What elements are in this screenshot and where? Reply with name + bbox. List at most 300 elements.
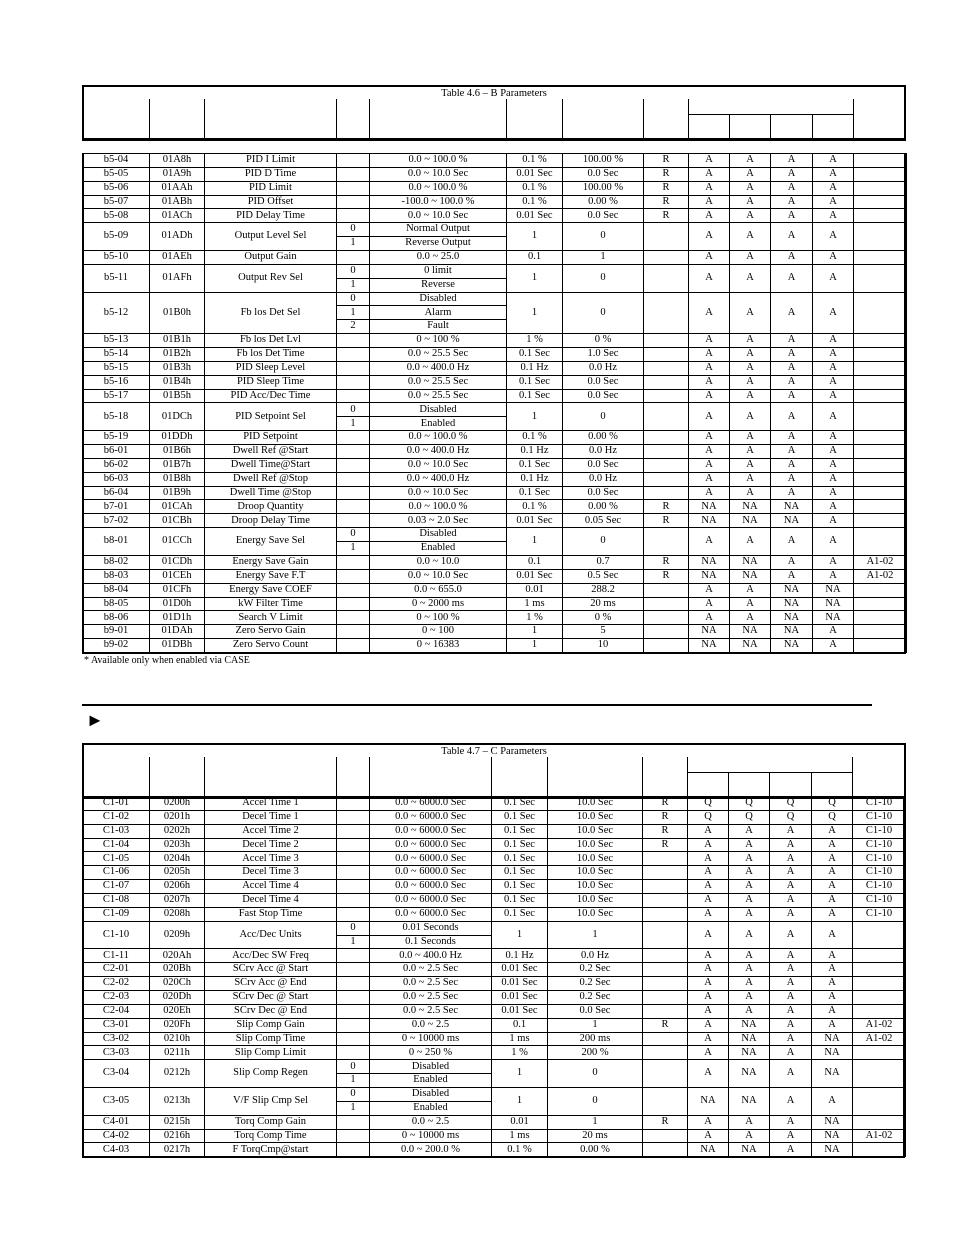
setting-range: 0 ~ 10000 ms — [370, 1032, 492, 1046]
access-level: A — [729, 921, 770, 949]
param-name: PID Acc/Dec Time — [205, 389, 337, 403]
setting-range: 0 ~ 2000 ms — [370, 597, 507, 611]
param-number: C2-03 — [83, 991, 150, 1005]
setting-increment: 1 % — [507, 334, 563, 348]
modbus-address: 01CBh — [150, 514, 205, 528]
setting-increment: 1 ms — [492, 1032, 548, 1046]
access-level: A — [730, 292, 771, 334]
table-row — [83, 486, 907, 500]
param-number: b9-02 — [83, 639, 150, 653]
factory-default: 100.00 % — [563, 154, 644, 168]
access-level: A — [812, 1004, 853, 1018]
access-level: A — [730, 334, 771, 348]
run-change — [644, 264, 689, 292]
factory-default: 0.05 Sec — [563, 514, 644, 528]
access-level: A — [771, 528, 813, 556]
table-row — [83, 361, 907, 375]
access-level: A — [729, 852, 770, 866]
param-number: b5-15 — [83, 361, 150, 375]
access-level: A — [770, 963, 812, 977]
setting-code — [337, 625, 370, 639]
access-level: A — [688, 866, 729, 880]
setting-increment: 0.01 — [492, 1115, 548, 1129]
header-column-divider — [728, 772, 729, 797]
table-row — [83, 223, 907, 237]
run-change — [643, 921, 688, 949]
menu-location — [854, 639, 907, 653]
table-row — [83, 334, 907, 348]
access-level: Q — [688, 797, 729, 811]
setting-range: 0.0 ~ 10.0 Sec — [370, 486, 507, 500]
access-level: A — [689, 195, 730, 209]
setting-increment: 1 — [492, 1060, 548, 1088]
menu-location: C1-10 — [853, 824, 906, 838]
run-change: R — [643, 838, 688, 852]
setting-increment: 0.1 Sec — [492, 894, 548, 908]
setting-increment: 1 ms — [492, 1129, 548, 1143]
setting-code — [337, 1115, 370, 1129]
access-level: A — [813, 486, 854, 500]
access-level: NA — [771, 583, 813, 597]
param-number: C3-04 — [83, 1060, 150, 1088]
factory-default: 10.0 Sec — [548, 866, 643, 880]
param-name: Dwell Time@Start — [205, 458, 337, 472]
access-level: A — [688, 838, 729, 852]
param-number: C3-02 — [83, 1032, 150, 1046]
param-number: b5-09 — [83, 223, 150, 251]
param-name: V/F Slip Cmp Sel — [205, 1088, 337, 1116]
setting-range: Enabled — [370, 542, 507, 556]
param-number: b5-19 — [83, 431, 150, 445]
setting-range: 0.0 ~ 6000.0 Sec — [370, 880, 492, 894]
factory-default: 1 — [548, 1115, 643, 1129]
setting-range: 0.0 ~ 2.5 Sec — [370, 963, 492, 977]
access-level: A — [688, 880, 729, 894]
access-level: A — [729, 963, 770, 977]
setting-range: 0.0 ~ 6000.0 Sec — [370, 907, 492, 921]
menu-location — [854, 154, 907, 168]
menu-location: C1-10 — [853, 810, 906, 824]
access-level: A — [813, 555, 854, 569]
access-level: A — [689, 361, 730, 375]
access-level: A — [730, 223, 771, 251]
run-change: R — [644, 195, 689, 209]
table-row — [83, 1004, 906, 1018]
access-level: A — [813, 251, 854, 265]
factory-default: 0.0 Hz — [563, 472, 644, 486]
modbus-address: 01B6h — [150, 445, 205, 459]
access-level: A — [729, 977, 770, 991]
setting-code — [337, 852, 370, 866]
setting-code — [337, 611, 370, 625]
access-level: A — [813, 500, 854, 514]
table-row — [83, 167, 907, 181]
factory-default: 200 % — [548, 1046, 643, 1060]
access-level: A — [770, 907, 812, 921]
setting-increment: 0.1 Hz — [507, 361, 563, 375]
param-name: Decel Time 1 — [205, 810, 337, 824]
setting-increment: 1 — [507, 264, 563, 292]
access-level: A — [730, 361, 771, 375]
menu-location — [854, 209, 907, 223]
param-name: Accel Time 2 — [205, 824, 337, 838]
access-level: A — [730, 445, 771, 459]
setting-code — [337, 810, 370, 824]
header-column-divider — [642, 757, 643, 797]
access-level: A — [689, 445, 730, 459]
menu-location — [854, 597, 907, 611]
param-number: C4-02 — [83, 1129, 150, 1143]
access-level: A — [771, 195, 813, 209]
param-name: Fb los Det Time — [205, 348, 337, 362]
param-number: C4-01 — [83, 1115, 150, 1129]
param-number: C2-01 — [83, 963, 150, 977]
access-level: A — [730, 611, 771, 625]
factory-default: 0 — [563, 223, 644, 251]
run-change: R — [643, 824, 688, 838]
access-level: A — [689, 458, 730, 472]
factory-default: 0.0 Hz — [563, 361, 644, 375]
factory-default: 1 — [548, 921, 643, 949]
header-column-divider — [336, 99, 337, 139]
menu-location — [854, 611, 907, 625]
menu-location — [853, 991, 906, 1005]
access-level: A — [812, 894, 853, 908]
factory-default: 0.00 % — [563, 500, 644, 514]
setting-range: 0.01 Seconds — [370, 921, 492, 935]
run-change — [643, 852, 688, 866]
param-number: C1-04 — [83, 838, 150, 852]
run-change — [643, 1143, 688, 1157]
modbus-address: 01AEh — [150, 251, 205, 265]
param-name: Acc/Dec SW Freq — [205, 949, 337, 963]
menu-location — [854, 348, 907, 362]
menu-location: A1-02 — [854, 569, 907, 583]
section-arrow-icon: ► — [86, 710, 104, 730]
modbus-address: 01CAh — [150, 500, 205, 514]
access-level: A — [689, 292, 730, 334]
setting-code — [337, 907, 370, 921]
modbus-address: 01B8h — [150, 472, 205, 486]
factory-default: 0.00 % — [563, 431, 644, 445]
param-number: b5-12 — [83, 292, 150, 334]
param-name: Slip Comp Regen — [205, 1060, 337, 1088]
setting-code: 0 — [337, 921, 370, 935]
access-level: A — [730, 403, 771, 431]
access-level: NA — [771, 500, 813, 514]
access-level: A — [812, 1088, 853, 1116]
factory-default: 1.0 Sec — [563, 348, 644, 362]
setting-increment: 0.1 % — [507, 500, 563, 514]
access-level: A — [770, 949, 812, 963]
modbus-address: 01DAh — [150, 625, 205, 639]
factory-default: 10.0 Sec — [548, 838, 643, 852]
table-row — [83, 348, 907, 362]
setting-range: 0 limit — [370, 264, 507, 278]
factory-default: 0.2 Sec — [548, 963, 643, 977]
param-name: PID Setpoint Sel — [205, 403, 337, 431]
setting-code: 1 — [337, 542, 370, 556]
access-level: NA — [689, 639, 730, 653]
setting-code — [337, 894, 370, 908]
table-row — [83, 181, 907, 195]
access-level: NA — [730, 514, 771, 528]
menu-location — [854, 583, 907, 597]
modbus-address: 0203h — [150, 838, 205, 852]
setting-increment: 0.1 Sec — [507, 348, 563, 362]
table-row — [83, 810, 906, 824]
modbus-address: 01DCh — [150, 403, 205, 431]
access-level: NA — [730, 569, 771, 583]
access-level: A — [812, 852, 853, 866]
access-level: A — [812, 977, 853, 991]
access-level: A — [771, 375, 813, 389]
modbus-address: 01B4h — [150, 375, 205, 389]
access-level: A — [689, 209, 730, 223]
factory-default: 10.0 Sec — [548, 880, 643, 894]
param-name: Energy Save COEF — [205, 583, 337, 597]
setting-code — [337, 977, 370, 991]
setting-code — [337, 991, 370, 1005]
access-level: A — [812, 907, 853, 921]
setting-range: 0.0 ~ 10.0 Sec — [370, 458, 507, 472]
setting-code — [337, 1129, 370, 1143]
run-change — [643, 1046, 688, 1060]
setting-range: Reverse Output — [370, 237, 507, 251]
table-row — [83, 1088, 906, 1102]
param-name: Fb los Det Lvl — [205, 334, 337, 348]
modbus-address: 01B1h — [150, 334, 205, 348]
setting-code — [337, 486, 370, 500]
factory-default: 100.00 % — [563, 181, 644, 195]
access-level: A — [729, 838, 770, 852]
run-change — [643, 1032, 688, 1046]
access-level: A — [813, 569, 854, 583]
access-level: A — [770, 1032, 812, 1046]
param-name: Search V Limit — [205, 611, 337, 625]
run-change: R — [644, 154, 689, 168]
setting-code — [337, 375, 370, 389]
param-number: b5-11 — [83, 264, 150, 292]
modbus-address: 01ACh — [150, 209, 205, 223]
setting-range: 0.0 ~ 6000.0 Sec — [370, 810, 492, 824]
access-level: A — [689, 528, 730, 556]
param-number: C3-05 — [83, 1088, 150, 1116]
access-level: A — [813, 154, 854, 168]
setting-range: 0.0 ~ 10.0 Sec — [370, 569, 507, 583]
setting-increment: 0.1 Hz — [492, 949, 548, 963]
menu-location — [853, 1060, 906, 1088]
table-row — [83, 797, 906, 811]
access-level: A — [770, 1143, 812, 1157]
access-level: A — [689, 403, 730, 431]
setting-increment: 0.1 Sec — [492, 880, 548, 894]
factory-default: 0.0 Sec — [548, 1004, 643, 1018]
menu-location: C1-10 — [853, 797, 906, 811]
param-name: SCrv Acc @ End — [205, 977, 337, 991]
menu-location — [854, 500, 907, 514]
run-change — [644, 403, 689, 431]
table-row — [83, 611, 907, 625]
modbus-address: 0215h — [150, 1115, 205, 1129]
access-level: NA — [813, 597, 854, 611]
run-change — [644, 486, 689, 500]
access-level: A — [689, 486, 730, 500]
setting-code: 1 — [337, 935, 370, 949]
access-level: A — [812, 949, 853, 963]
setting-increment: 1 — [507, 403, 563, 431]
setting-range: 0.0 ~ 10.0 Sec — [370, 209, 507, 223]
access-level: A — [688, 894, 729, 908]
setting-code — [337, 195, 370, 209]
param-number: b5-16 — [83, 375, 150, 389]
menu-location — [854, 528, 907, 556]
access-level: Q — [729, 810, 770, 824]
run-change: R — [643, 797, 688, 811]
setting-range: Alarm — [370, 306, 507, 320]
setting-code: 1 — [337, 417, 370, 431]
param-name: Decel Time 3 — [205, 866, 337, 880]
menu-location — [854, 223, 907, 251]
setting-code: 1 — [337, 1101, 370, 1115]
access-level: A — [730, 486, 771, 500]
access-level: A — [770, 1046, 812, 1060]
param-number: b9-01 — [83, 625, 150, 639]
setting-code — [337, 348, 370, 362]
setting-code — [337, 583, 370, 597]
param-name: Zero Servo Count — [205, 639, 337, 653]
access-level: NA — [689, 569, 730, 583]
menu-location — [854, 389, 907, 403]
setting-code — [337, 472, 370, 486]
setting-code — [337, 1046, 370, 1060]
setting-range: 0.0 ~ 6000.0 Sec — [370, 838, 492, 852]
modbus-address: 01CCh — [150, 528, 205, 556]
access-level: NA — [730, 625, 771, 639]
access-level: A — [689, 181, 730, 195]
setting-increment: 0.1 Sec — [492, 852, 548, 866]
modbus-address: 01B7h — [150, 458, 205, 472]
access-level: A — [813, 528, 854, 556]
param-name: Dwell Ref @Start — [205, 445, 337, 459]
run-change — [644, 583, 689, 597]
setting-range: 0.0 ~ 6000.0 Sec — [370, 824, 492, 838]
param-number: C1-06 — [83, 866, 150, 880]
access-level: NA — [812, 1115, 853, 1129]
access-level: A — [688, 921, 729, 949]
table-row — [83, 597, 907, 611]
access-level: NA — [729, 1088, 770, 1116]
access-level: A — [689, 167, 730, 181]
access-level: A — [812, 866, 853, 880]
table-row — [83, 403, 907, 417]
param-number: C1-01 — [83, 797, 150, 811]
setting-code — [337, 445, 370, 459]
access-level: A — [688, 1129, 729, 1143]
table-row — [83, 251, 907, 265]
setting-increment: 0.1 — [507, 555, 563, 569]
access-level: A — [688, 1060, 729, 1088]
table-row — [83, 1032, 906, 1046]
param-name: Decel Time 4 — [205, 894, 337, 908]
param-name: PID D Time — [205, 167, 337, 181]
setting-range: 0.03 ~ 2.0 Sec — [370, 514, 507, 528]
run-change — [644, 458, 689, 472]
access-level: NA — [688, 1088, 729, 1116]
param-number: b5-04 — [83, 154, 150, 168]
setting-range: 0.0 ~ 2.5 — [370, 1018, 492, 1032]
access-level: A — [771, 292, 813, 334]
menu-location: C1-10 — [853, 894, 906, 908]
access-level: A — [813, 195, 854, 209]
access-level: A — [729, 866, 770, 880]
setting-code: 0 — [337, 403, 370, 417]
run-change — [643, 963, 688, 977]
access-level: A — [812, 991, 853, 1005]
modbus-address: 01B3h — [150, 361, 205, 375]
setting-code — [337, 209, 370, 223]
modbus-address: 020Ah — [150, 949, 205, 963]
access-level: NA — [771, 597, 813, 611]
factory-default: 0 % — [563, 334, 644, 348]
access-level: A — [689, 348, 730, 362]
access-level: A — [813, 375, 854, 389]
factory-default: 0.2 Sec — [548, 977, 643, 991]
setting-increment: 0.1 % — [492, 1143, 548, 1157]
access-level: A — [688, 852, 729, 866]
table-row — [83, 569, 907, 583]
access-level: A — [688, 1046, 729, 1060]
table-title-b: Table 4.6 – B Parameters — [441, 88, 547, 99]
access-level: A — [770, 894, 812, 908]
access-level: NA — [729, 1018, 770, 1032]
table-row — [83, 264, 907, 278]
table-row — [83, 195, 907, 209]
table-row — [83, 500, 907, 514]
setting-increment: 0.1 Sec — [492, 866, 548, 880]
param-number: b6-01 — [83, 445, 150, 459]
setting-code — [337, 1143, 370, 1157]
factory-default: 1 — [548, 1018, 643, 1032]
access-level: A — [770, 1115, 812, 1129]
factory-default: 0.0 Sec — [563, 375, 644, 389]
run-change — [644, 223, 689, 251]
menu-location — [854, 292, 907, 334]
access-level: A — [813, 292, 854, 334]
modbus-address: 01B2h — [150, 348, 205, 362]
setting-range: 0.0 ~ 400.0 Hz — [370, 949, 492, 963]
access-level: Q — [688, 810, 729, 824]
menu-location — [854, 403, 907, 431]
table-row — [83, 472, 907, 486]
param-name: PID Limit — [205, 181, 337, 195]
setting-range: 0 ~ 100 % — [370, 611, 507, 625]
param-name: PID Delay Time — [205, 209, 337, 223]
param-name: Fast Stop Time — [205, 907, 337, 921]
setting-code — [337, 181, 370, 195]
menu-location: C1-10 — [853, 866, 906, 880]
setting-code — [337, 880, 370, 894]
setting-code: 0 — [337, 223, 370, 237]
access-level: A — [813, 445, 854, 459]
factory-default: 10.0 Sec — [548, 907, 643, 921]
param-name: Zero Servo Gain — [205, 625, 337, 639]
param-number: C1-09 — [83, 907, 150, 921]
access-level: A — [771, 445, 813, 459]
menu-location — [853, 977, 906, 991]
table-bottom-rule — [82, 1156, 905, 1158]
run-change — [644, 611, 689, 625]
